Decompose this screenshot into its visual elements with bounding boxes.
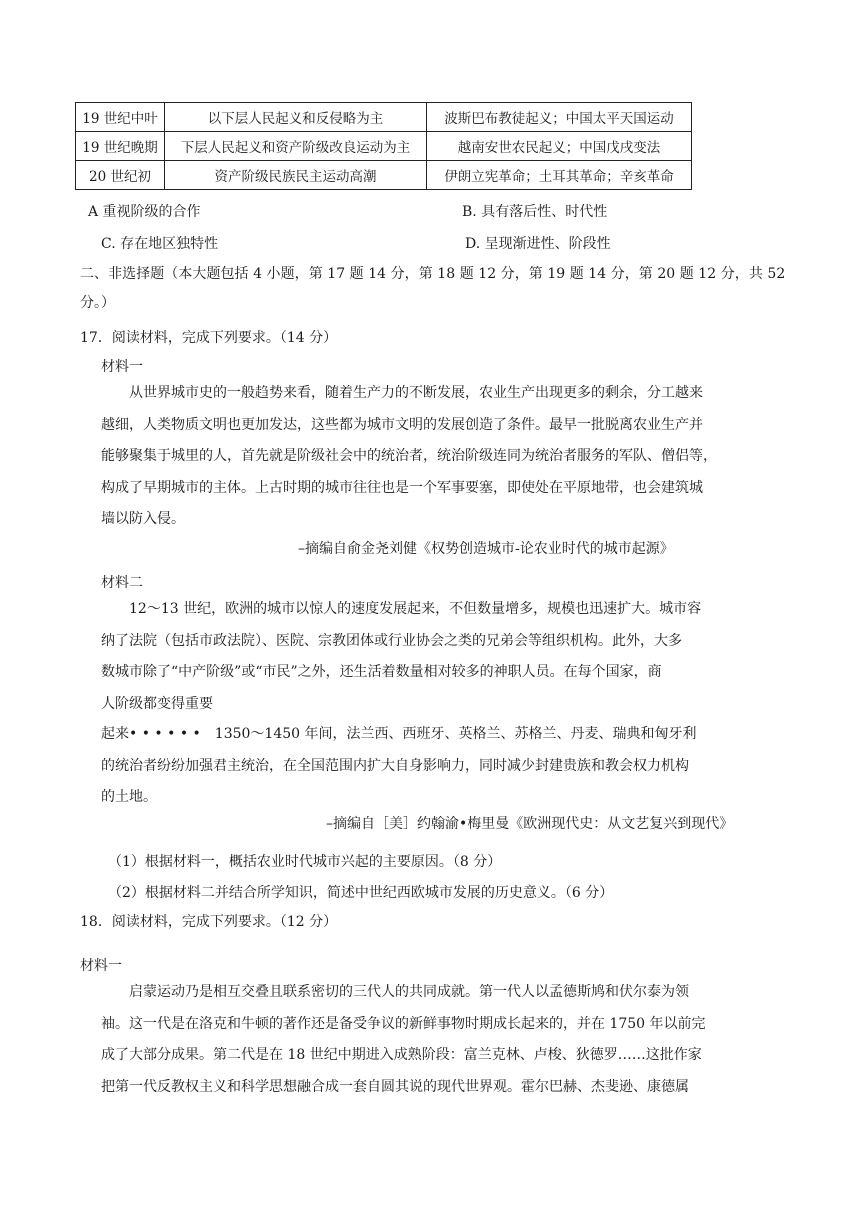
sub-question-1: （1）根据材料一，概括农业时代城市兴起的主要原因。（8 分）: [108, 854, 502, 870]
option-b: B. 具有落后性、时代性: [462, 204, 608, 220]
text-line: 数城市除了“中产阶级”或“市民”之外，还生活着数量相对较多的神职人员。在每个国家，商: [101, 664, 662, 680]
option-d: D. 呈现渐进性、阶段性: [465, 236, 611, 252]
material-label: 材料一: [101, 359, 143, 375]
text-line: 的统治者纷纷加强君主统治，在全国范围内扩大自身影响力，同时减少封建贵族和教会权力机构: [101, 757, 689, 774]
table-cell: 20 世纪初: [76, 161, 165, 190]
text-line: 纳了法院（包括市政法院）、医院、宗教团体或行业协会之类的兄弟会等组织机构。此外，大多: [101, 632, 682, 649]
text-line: 启蒙运动乃是相互交叠且联系密切的三代人的共同成就。第一代人以孟德斯鸠和伏尔泰为领: [129, 984, 689, 1000]
text-line: 越细，人类物质文明也更加发达，这些都为城市文明的发展创造了条件。最早一批脱离农业生产并: [101, 416, 703, 433]
table-cell: 19 世纪中叶: [76, 103, 165, 132]
section-heading-cont: 分。）: [80, 295, 115, 311]
text-line: 构成了早期城市的主体。上古时期的城市往往也是一个军事要塞，即使处在平原地带，也会建筑城: [101, 479, 703, 496]
text-line: 起来• • • • • • 1350～1450 年间，法兰西、西班牙、英格兰、苏格兰、丹麦、瑞典和匈牙利: [101, 726, 697, 742]
table-cell: 资产阶级民族民主运动高潮: [165, 161, 427, 190]
material-2-text-cont: [101, 719, 697, 814]
text-line: 袖。这一代是在洛克和牛顿的著作还是备受争议的新鲜事物时期成长起来的，并在 1750 年以前完: [101, 1015, 706, 1032]
text-line: 从世界城市史的一般趋势来看，随着生产力的不断发展，农业生产出现更多的剩余，分工越来: [129, 385, 703, 401]
text-line: 成了大部分成果。第二代是在 18 世纪中期进入成熟阶段：富兰克林、卢梭、狄德罗……这批作家: [101, 1047, 702, 1063]
table-cell: 波斯巴布教徒起义；中国太平天国运动: [427, 103, 692, 132]
text-line: 墙以防入侵。: [101, 511, 185, 527]
material-1-text: [101, 378, 717, 536]
material-source: –摘编自俞金尧刘健《权势创造城市-论农业时代的城市起源》: [298, 541, 674, 557]
question-18-title: 18．阅读材料，完成下列要求。（12 分）: [80, 914, 338, 930]
text-line: 的土地。: [101, 789, 157, 805]
material-1-text: [101, 977, 706, 1103]
material-source: –摘编自［美］约翰渝•梅里曼《欧洲现代史：从文艺复兴到现代》: [326, 816, 734, 832]
table-cell: 越南安世农民起义；中国戊戌变法: [427, 132, 692, 161]
table-cell: 19 世纪晚期: [76, 132, 165, 161]
table-row: [76, 132, 692, 161]
sub-question-2: （2）根据材料二并结合所学知识，简述中世纪西欧城市发展的历史意义。（6 分）: [108, 885, 614, 901]
table-row: [76, 103, 692, 132]
material-2-text: [101, 594, 701, 720]
table-row: [76, 161, 692, 190]
text-line: 12～13 世纪，欧洲的城市以惊人的速度发展起来，不但数量增多，规模也迅速扩大。城市容: [129, 601, 702, 617]
section-heading: 二、非选择题（本大题包括 4 小题，第 17 题 14 分，第 18 题 12 分，第 19 题 14 分，第 20 题 12 分，共 52: [80, 266, 786, 282]
material-label: 材料二: [101, 575, 143, 591]
text-line: 能够聚集于城里的人，首先就是阶级社会中的统治者，统治阶级连同为统治者服务的军队、僧侣等，: [101, 448, 717, 464]
material-label: 材料一: [80, 958, 122, 974]
table-cell: 下层人民起义和资产阶级改良运动为主: [165, 132, 427, 161]
history-table: [75, 102, 692, 190]
option-c: C. 存在地区独特性: [101, 236, 219, 252]
text-line: 把第一代反教权主义和科学思想融合成一套自圆其说的现代世界观。霍尔巴赫、杰斐逊、康德属: [101, 1078, 689, 1095]
table-cell: 伊朗立宪革命；土耳其革命；辛亥革命: [427, 161, 692, 190]
question-17-title: 17．阅读材料，完成下列要求。（14 分）: [80, 330, 338, 346]
table-cell: 以下层人民起义和反侵略为主: [165, 103, 427, 132]
option-a: A 重视阶级的合作: [88, 204, 201, 220]
text-line: 人阶级都变得重要: [101, 695, 213, 712]
